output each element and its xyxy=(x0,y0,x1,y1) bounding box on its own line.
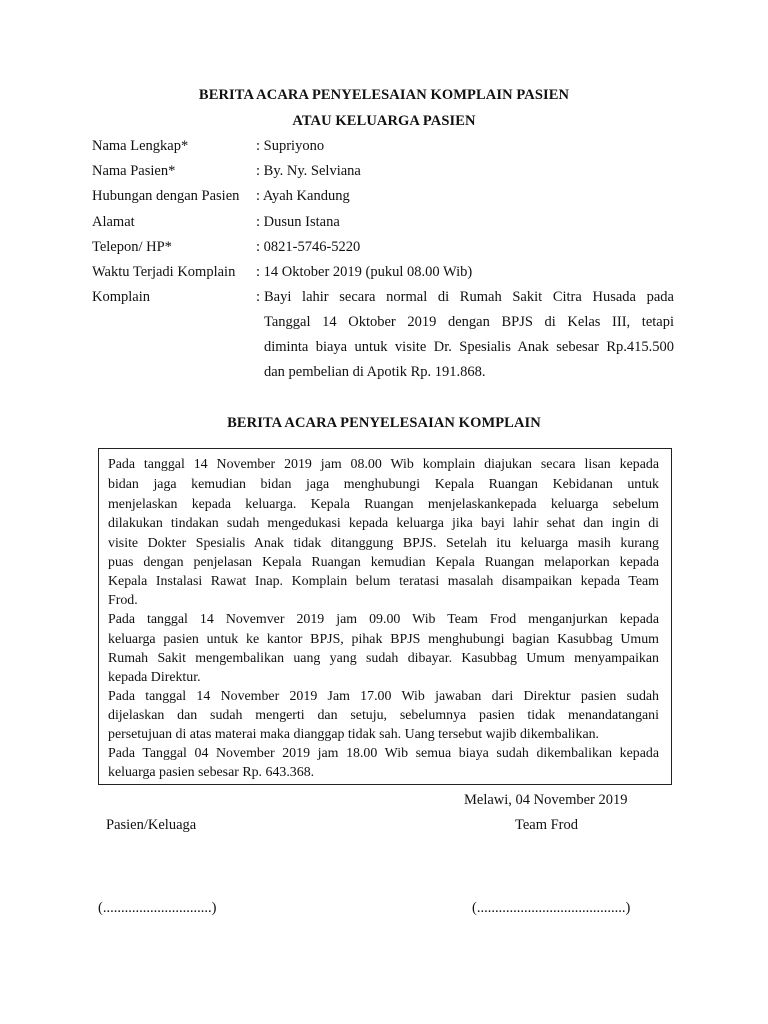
resolution-line: Pada Tanggal 04 November 2019 jam 18.00 Wib semua biaya sudah dikembalikan kepada xyxy=(108,746,659,761)
resolution-line: keluarga pasien untuk ke kantor BPJS, pihak BPJS menghubungi bagian Kasubbag Umum xyxy=(108,632,659,647)
field-label: Nama Pasien* xyxy=(92,163,176,179)
resolution-line: Kepala Instalasi Rawat Inap. Komplain belum teratasi masalah disampaikan kepada Team xyxy=(108,574,659,589)
field-value: : Supriyono xyxy=(256,138,325,154)
field-value: : 14 Oktober 2019 (pukul 08.00 Wib) xyxy=(256,264,473,280)
signature-blank-team: (.........................................) xyxy=(472,900,631,916)
field-value: : Ayah Kandung xyxy=(256,188,350,204)
resolution-line: keluarga pasien sebesar Rp. 643.368. xyxy=(108,765,315,780)
signature-blank-patient: (..............................) xyxy=(98,900,217,916)
field-label: Nama Lengkap* xyxy=(92,138,189,154)
resolution-line: Pada tanggal 14 November 2019 jam 08.00 Wib komplain diajukan secara lisan kepada xyxy=(108,457,659,472)
field-value: : Dusun Istana xyxy=(256,214,340,230)
resolution-line: Frod. xyxy=(108,593,138,608)
field-label: Alamat xyxy=(92,214,135,230)
resolution-line: persetujuan di atas materai maka dianggap tidak sah. Uang tersebut wajib dikembalikan. xyxy=(108,727,600,742)
signature-label-patient: Pasien/Keluaga xyxy=(106,817,197,833)
document-title-line-2: ATAU KELUARGA PASIEN xyxy=(292,113,476,129)
signature-label-team: Team Frod xyxy=(515,817,579,833)
resolution-line: menjelaskan kepada keluarga. Kepala Ruangan menjelaskankepada keluarga sebelum xyxy=(108,497,659,512)
resolution-line: Pada tanggal 14 Novemver 2019 jam 09.00 Wib Team Frod menganjurkan kepada xyxy=(108,612,659,627)
komplain-line: Tanggal 14 Oktober 2019 dengan BPJS di Kelas III, tetapi xyxy=(264,314,674,330)
komplain-line: dan pembelian di Apotik Rp. 191.868. xyxy=(264,364,486,380)
resolution-line: dilakukan tindakan sudah mengedukasi kepada keluarga jika bayi lahir sehat dan ingin di xyxy=(108,516,659,531)
field-label: Komplain xyxy=(92,289,150,305)
komplain-line: Bayi lahir secara normal di Rumah Sakit Citra Husada pada xyxy=(264,289,674,305)
section-title: BERITA ACARA PENYELESAIAN KOMPLAIN xyxy=(227,415,541,431)
resolution-line: bidan jaga kemudian bidan jaga menghubungi Kepala Ruangan Kebidanan untuk xyxy=(108,477,659,492)
komplain-line: diminta biaya untuk visite Dr. Spesialis Anak sebesar Rp.415.500 xyxy=(264,339,674,355)
field-value: : 0821-5746-5220 xyxy=(256,239,361,255)
resolution-line: dijelaskan dan sudah mengerti dan setuju, sebelumnya pasien tidak menandatangani xyxy=(108,708,659,723)
field-label: Telepon/ HP* xyxy=(92,239,172,255)
resolution-line: puas dengan penjelasan Kepala Ruangan kemudian Kepala Ruangan melaporkan kepada xyxy=(108,555,659,570)
resolution-line: visite Dokter Spesialis Anak tidak ditanggung BPJS. Setelah itu keluarga masih kurang xyxy=(108,536,659,551)
resolution-line: Rumah Sakit mengembalikan uang yang sudah dibayar. Kasubbag Umum menyampaikan xyxy=(108,651,659,666)
field-value: : By. Ny. Selviana xyxy=(256,163,361,179)
resolution-line: kepada Direktur. xyxy=(108,670,201,685)
field-label: Waktu Terjadi Komplain xyxy=(92,264,236,280)
resolution-line: Pada tanggal 14 November 2019 Jam 17.00 Wib jawaban dari Direktur pasien sudah xyxy=(108,689,659,704)
place-date: Melawi, 04 November 2019 xyxy=(464,792,628,808)
field-label: Hubungan dengan Pasien xyxy=(92,188,240,204)
document-title-line-1: BERITA ACARA PENYELESAIAN KOMPLAIN PASIEN xyxy=(198,87,570,103)
field-colon: : xyxy=(256,289,261,305)
